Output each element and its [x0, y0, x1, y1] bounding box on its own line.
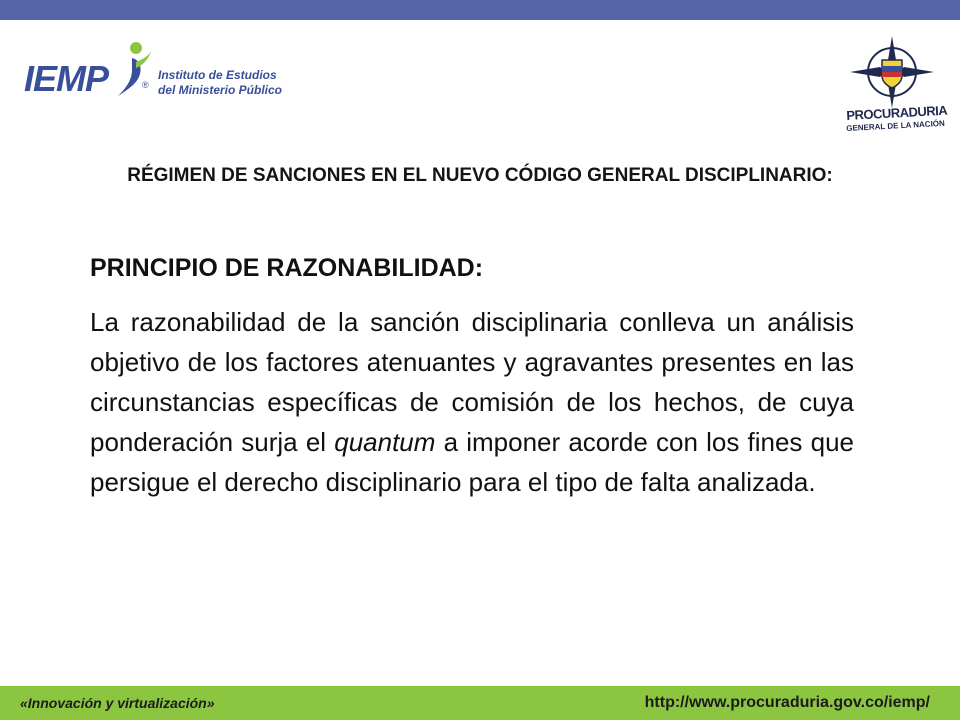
top-bar [0, 0, 960, 20]
section-heading: PRINCIPIO DE RAZONABILIDAD: [90, 254, 484, 282]
iemp-acronym: IEMP [24, 58, 109, 99]
procuraduria-logo [842, 36, 948, 146]
slide-title: RÉGIMEN DE SANCIONES EN EL NUEVO CÓDIGO GENERAL DISCIPLINARIO: [127, 165, 833, 186]
iemp-logo [24, 38, 283, 108]
procuraduria-name: PROCURADURIA [846, 102, 948, 123]
body-italic-term: quantum [334, 427, 436, 457]
person-figure-icon [112, 40, 152, 100]
body-paragraph [90, 302, 854, 502]
footer-bar [0, 686, 960, 720]
footer-url-link[interactable]: http://www.procuraduria.gov.co/iemp/ [644, 694, 930, 711]
registered-mark: ® [142, 80, 149, 90]
body-text-part2: a imponer acorde con los fines que persigue el derecho disciplinario para el tipo de falta analizada. [90, 427, 854, 497]
iemp-name-line2: del Ministerio Público [158, 83, 283, 97]
iemp-name-line1: Instituto de Estudios [158, 68, 277, 82]
footer-tagline: «Innovación y virtualización» [20, 695, 215, 711]
procuraduria-subtitle: GENERAL DE LA NACIÓN [846, 118, 946, 133]
body-text-part1: La razonabilidad de la sanción disciplinaria conlleva un análisis objetivo de los factores atenuantes y agravantes presentes en las circunstancias específicas de comisión de los hechos, de cuya ponderación surja el [90, 307, 854, 457]
coat-of-arms-compass-icon [850, 36, 934, 108]
